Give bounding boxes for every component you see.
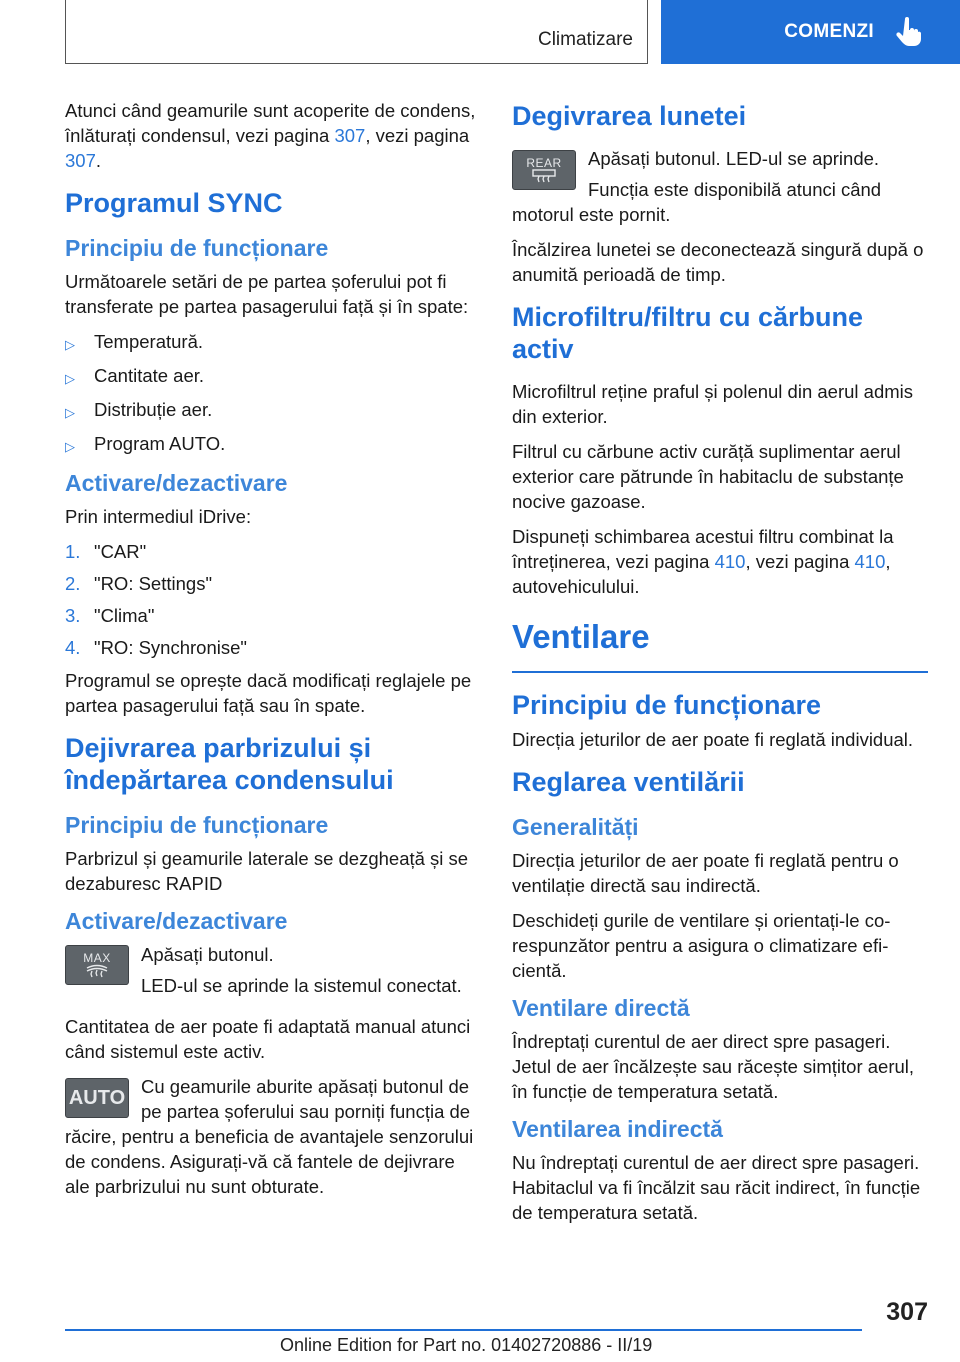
- max-line1: Apăsați butonul.: [141, 944, 274, 965]
- auto-button-icon: AUTO: [65, 1078, 129, 1118]
- pointing-hand-icon: [896, 17, 922, 47]
- header-section-box: [65, 0, 648, 64]
- defrost-principle-text: Parbrizul și geamurile laterale se dezgheață și se dezaburesc RAPID: [65, 848, 469, 894]
- sync-principle-text: Următoarele setări de pe partea șoferului pot fi transferate pe partea pasagerului față și în spate:: [65, 271, 469, 317]
- list-item: 2. "RO: Settings": [65, 573, 213, 594]
- intro-paragraph: Atunci când geamurile sunt acoperite de condens, înlăturați condensul, vezi pagina 307, vezi pagina 307.: [65, 100, 476, 171]
- right-column: [512, 98, 928, 1235]
- page-number: 307: [886, 1298, 928, 1326]
- general-text1: Direcția jeturilor de aer poate fi reglată pentru o ventilație directă sau indirectă.: [512, 850, 899, 896]
- vent-principle-heading: Principiu de funcționare: [512, 690, 822, 720]
- footer-rule: [65, 1329, 862, 1331]
- left-column: [65, 98, 480, 1209]
- defrost-principle-heading: Principiu de funcționare: [65, 812, 329, 838]
- sync-end-text: Programul se oprește dacă modificați reglajele pe partea pasagerului față sau în spate.: [65, 670, 472, 716]
- filter-text1: Microfiltrul reține praful și polenul din aerul admis din exterior.: [512, 381, 914, 427]
- steps-list: [65, 539, 480, 660]
- direct-vent-heading: Ventilare directă: [512, 995, 690, 1021]
- sync-list: [65, 329, 480, 458]
- triangle-bullet-icon: ▷: [65, 371, 75, 386]
- filter-text3: Dispuneți schimbarea acestui filtru combinat la întreținerea, vezi pagina 410, vezi pagina 410, autovehiculului.: [512, 526, 894, 597]
- auto-button-block: [65, 1074, 480, 1199]
- auto-text: Cu geamurile aburite apăsați butonul de pe partea șoferului sau porniți funcția de răcire, pentru a beneficia de avantajele senzorului de condens. Asigurați-vă că fantele de dejivrare ale parbrizului nu sunt obturate.: [65, 1076, 474, 1197]
- triangle-bullet-icon: ▷: [65, 337, 75, 352]
- max-button-block: [65, 942, 480, 1008]
- filter-text2: Filtrul cu cărbune activ curăță suplimentar aerul exterior care pătrunde în habitaclu de substanțe nocive gazoase.: [512, 441, 904, 512]
- list-item: 1. "CAR": [65, 541, 147, 562]
- direct-vent-text: Îndreptați curentul de aer direct spre pasageri. Jetul de aer încălzește sau răcește simțitor aerul, în funcție de temperatura setată.: [512, 1031, 915, 1102]
- rear-line2: Funcția este disponibilă atunci când motorul este pornit.: [512, 179, 882, 225]
- indirect-vent-heading: Ventilarea indirectă: [512, 1116, 723, 1142]
- list-item: ▷ Cantitate aer.: [65, 365, 205, 386]
- defrost-heading: Dejivrarea parbrizului și îndepărtarea condensului: [65, 733, 394, 795]
- list-item: 3. "Clima": [65, 605, 155, 626]
- general-text2: Deschideți gurile de ventilare și orientați-le corespunzător pentru a asigura o climatizare eficientă.: [512, 910, 891, 981]
- filter-heading: Microfiltru/filtru cu cărbune activ: [512, 302, 864, 364]
- list-item: 4. "RO: Synchronise": [65, 637, 247, 658]
- triangle-bullet-icon: ▷: [65, 439, 75, 454]
- list-item: ▷ Distribuție aer.: [65, 399, 213, 420]
- page-link[interactable]: 410: [854, 551, 886, 572]
- rear-defrost-heading: Degivrarea lunetei: [512, 101, 747, 131]
- activation-text: Prin intermediul iDrive:: [65, 506, 252, 527]
- max-defrost-button-icon: MAX: [65, 945, 129, 985]
- activation-heading: Activare/dezactivare: [65, 470, 288, 496]
- page-link[interactable]: 410: [714, 551, 746, 572]
- list-item: ▷ Temperatură.: [65, 331, 203, 352]
- air-amount-text: Cantitatea de aer poate fi adaptată manual atunci când sistemul este activ.: [65, 1016, 471, 1062]
- vent-principle-text: Direcția jeturilor de aer poate fi reglată individual.: [512, 729, 914, 750]
- sync-principle-heading: Principiu de funcționare: [65, 235, 329, 261]
- max-line2: LED-ul se aprinde la sistemul conectat.: [141, 975, 462, 996]
- chapter-label: COMENZI: [784, 21, 874, 42]
- heading-rule: [512, 671, 928, 673]
- rear-button-block: [512, 146, 928, 227]
- vent-adjust-heading: Reglarea ventilării: [512, 767, 745, 797]
- page-link[interactable]: 307: [334, 125, 366, 146]
- page-link[interactable]: 307: [65, 150, 96, 171]
- rear-line1: Apăsați butonul. LED-ul se aprinde.: [588, 148, 880, 169]
- chapter-tab[interactable]: [661, 0, 960, 64]
- defrost-activation-heading: Activare/dezactivare: [65, 908, 288, 934]
- ventilation-heading: Ventilare: [512, 618, 650, 655]
- list-item: ▷ Program AUTO.: [65, 433, 226, 454]
- triangle-bullet-icon: ▷: [65, 405, 75, 420]
- general-heading: Generalități: [512, 814, 639, 840]
- edition-note: Online Edition for Part no. 01402720886 - II/19: [280, 1335, 653, 1355]
- rear-defrost-button-icon: REAR: [512, 150, 576, 190]
- sync-heading: Programul SYNC: [65, 188, 283, 218]
- rear-text2: Încălzirea lunetei se deconectează singură după o anumită perioadă de timp.: [512, 239, 924, 285]
- indirect-vent-text: Nu îndreptați curentul de aer direct spre pasageri. Habitaclul va fi încălzit sau răcit indirect, în funcție de temperatura setată.: [512, 1152, 921, 1223]
- section-title: Climatizare: [537, 29, 633, 50]
